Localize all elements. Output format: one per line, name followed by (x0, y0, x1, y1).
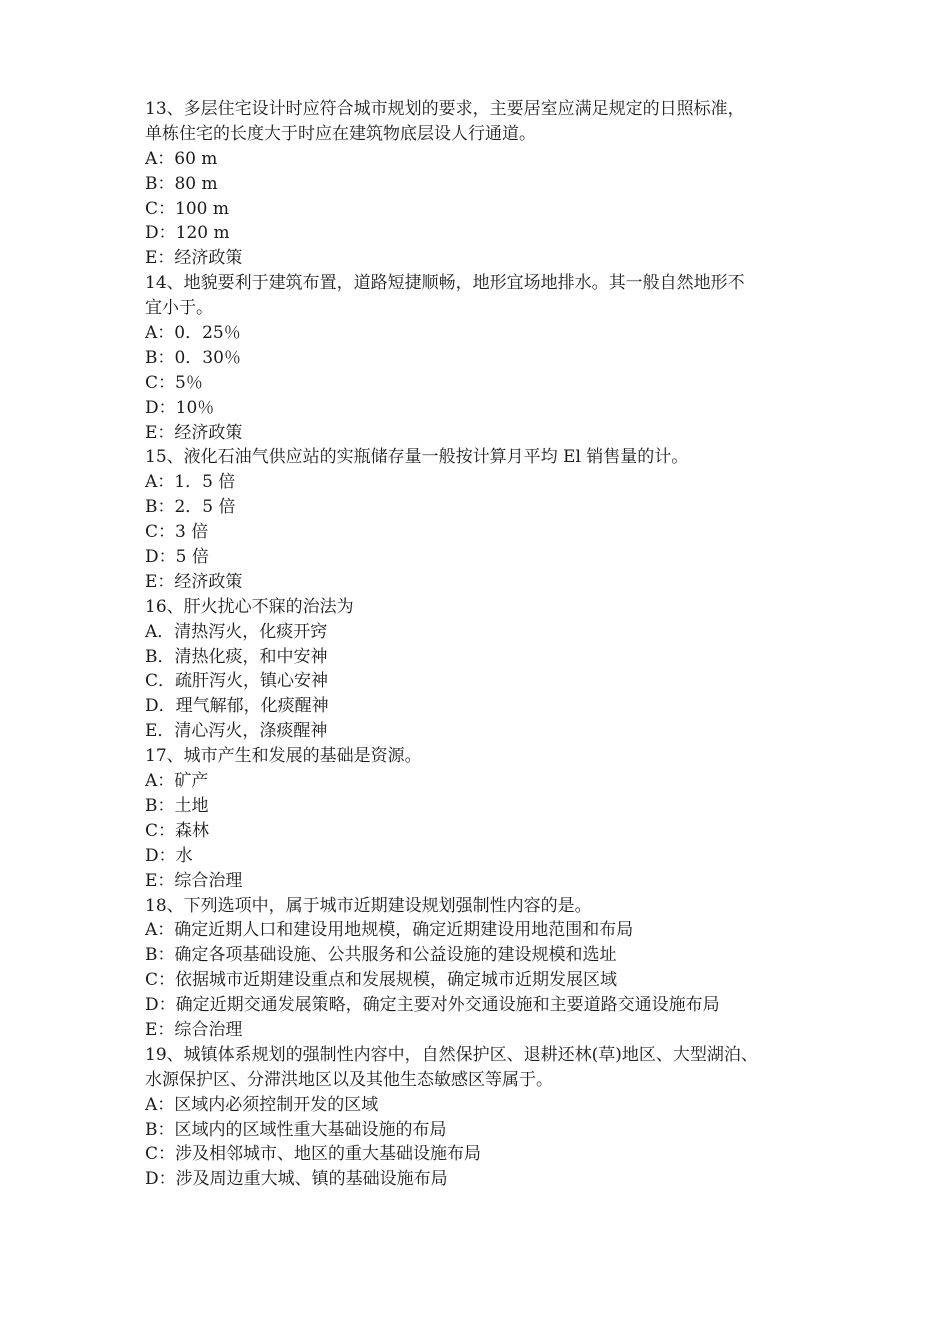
option-b: B：土地 (145, 795, 209, 816)
question-18 (145, 894, 825, 1043)
question-stem: 宜小于。 (145, 298, 213, 319)
option-d: D．理气解郁，化痰醒神 (145, 696, 329, 717)
option-a: A．清热泻火，化痰开窍 (145, 621, 328, 642)
option-c: C：5％ (145, 372, 203, 393)
option-b: B：0．30％ (145, 347, 241, 368)
question-stem: 14、地貌要利于建筑布置，道路短捷顺畅，地形宜场地排水。其一般自然地形不 (145, 273, 745, 294)
question-14 (145, 271, 825, 445)
question-stem: 16、肝火扰心不寐的治法为 (145, 596, 354, 617)
question-19 (145, 1043, 825, 1192)
option-e: E：经济政策 (145, 422, 243, 443)
option-d: D：水 (145, 845, 193, 866)
option-c: C：涉及相邻城市、地区的重大基础设施布局 (145, 1144, 482, 1165)
question-17 (145, 744, 825, 893)
option-e: E．清心泻火，涤痰醒神 (145, 721, 328, 742)
option-c: C：100 m (145, 198, 229, 219)
option-a: A：60 m (145, 148, 218, 169)
option-c: C：森林 (145, 820, 210, 841)
option-e: E：经济政策 (145, 248, 243, 269)
option-e: E：综合治理 (145, 1019, 243, 1040)
option-e: E：经济政策 (145, 571, 243, 592)
question-stem: 水源保护区、分滞洪地区以及其他生态敏感区等属于。 (145, 1069, 553, 1090)
question-list (145, 97, 825, 1192)
option-a: A：确定近期人口和建设用地规模，确定近期建设用地范围和布局 (145, 920, 634, 941)
option-d: D：10％ (145, 397, 215, 418)
option-b: B：2．5 倍 (145, 497, 236, 518)
option-b: B：区域内的区域性重大基础设施的布局 (145, 1119, 447, 1140)
option-b: B．清热化痰，和中安神 (145, 646, 328, 667)
option-e: E：综合治理 (145, 870, 243, 891)
option-a: A：矿产 (145, 771, 209, 792)
question-stem: 17、城市产生和发展的基础是资源。 (145, 746, 422, 767)
option-d: D：120 m (145, 223, 230, 244)
question-13 (145, 97, 825, 271)
question-stem: 13、多层住宅设计时应符合城市规划的要求，主要居室应满足规定的日照标准， (145, 99, 745, 119)
option-d: D：确定近期交通发展策略，确定主要对外交通设施和主要道路交通设施布局 (145, 995, 720, 1016)
question-16 (145, 595, 825, 744)
question-15 (145, 445, 825, 594)
option-b: B：确定各项基础设施、公共服务和公益设施的建设规模和选址 (145, 945, 617, 966)
option-d: D：涉及周边重大城、镇的基础设施布局 (145, 1169, 448, 1190)
question-stem: 单栋住宅的长度大于时应在建筑物底层设人行通道。 (145, 123, 536, 144)
option-c: C：3 倍 (145, 522, 209, 543)
option-a: A：1．5 倍 (145, 472, 236, 493)
question-stem: 18、下列选项中，属于城市近期建设规划强制性内容的是。 (145, 895, 592, 916)
option-a: A：0．25％ (145, 323, 241, 344)
option-b: B：80 m (145, 173, 218, 194)
option-d: D：5 倍 (145, 547, 209, 568)
question-stem: 19、城镇体系规划的强制性内容中，自然保护区、退耕还林(草)地区、大型湖泊、 (145, 1044, 758, 1065)
option-a: A：区域内必须控制开发的区域 (145, 1094, 379, 1115)
option-c: C．疏肝泻火，镇心安神 (145, 671, 329, 692)
question-stem: 15、液化石油气供应站的实瓶储存量一般按计算月平均 El 销售量的计。 (145, 447, 689, 468)
option-c: C：依据城市近期建设重点和发展规模，确定城市近期发展区域 (145, 970, 618, 991)
